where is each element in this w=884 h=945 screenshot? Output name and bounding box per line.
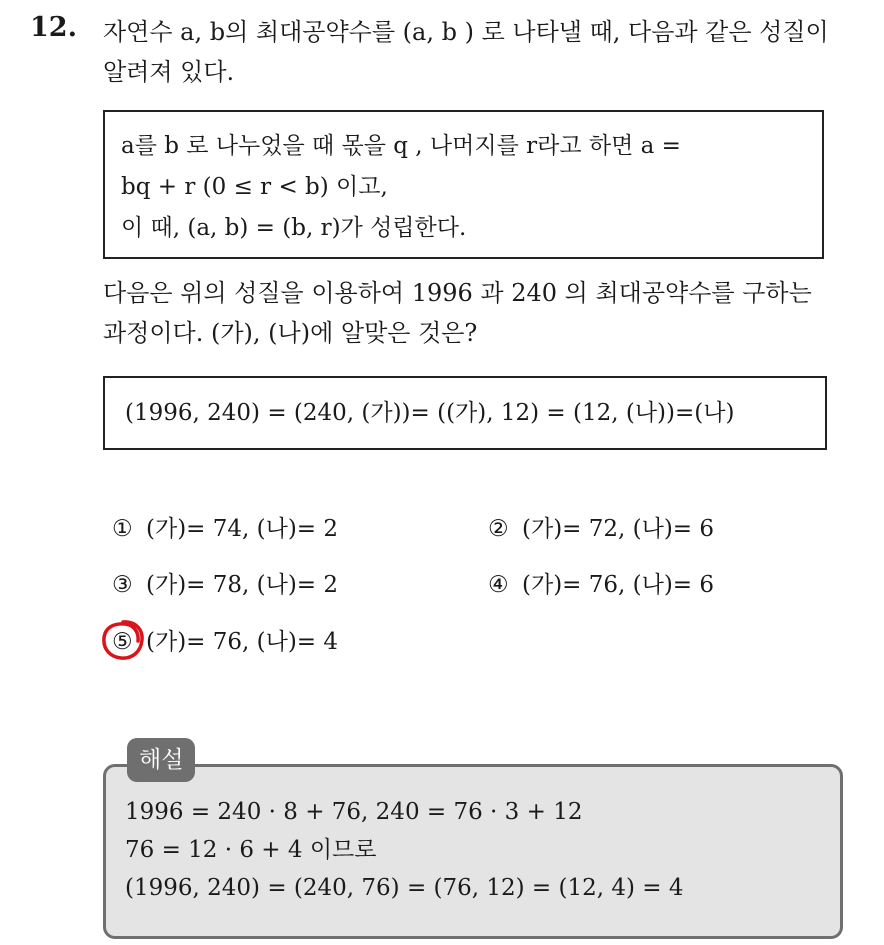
- question-text: [103, 12, 873, 92]
- question-number: 12.: [30, 12, 77, 43]
- process-intro-line-2: 과정이다. (가), (나)에 알맞은 것은?: [103, 319, 478, 347]
- process-box: (1996, 240) = (240, (가))= ((가), 12) = (12, (나))=(나): [103, 376, 827, 450]
- solution-tag: 해설: [127, 738, 195, 782]
- solution-text: [125, 793, 684, 907]
- process-intro: [103, 273, 873, 353]
- choice-1-number: ①: [112, 516, 133, 542]
- question-text-line-1: 자연수 a, b의 최대공약수를 (a, b ) 로 나타낼 때, 다음과 같은 성질이: [103, 18, 829, 46]
- choice-2-number: ②: [488, 516, 509, 542]
- choice-5-number: ⑤: [112, 629, 133, 655]
- property-line-2: bq + r (0 ≤ r < b) 이고,: [121, 174, 388, 200]
- choice-4-text: (가)= 76, (나)= 6: [522, 572, 715, 598]
- answer-circle-mark: [99, 617, 147, 663]
- property-line-3: 이 때, (a, b) = (b, r)가 성립한다.: [121, 215, 467, 241]
- choice-1[interactable]: [112, 514, 338, 544]
- property-box: [103, 110, 824, 259]
- process-intro-line-1: 다음은 위의 성질을 이용하여 1996 과 240 의 최대공약수를 구하는: [103, 279, 812, 307]
- choice-4-number: ④: [488, 572, 509, 598]
- solution-line-1: 1996 = 240 · 8 + 76, 240 = 76 · 3 + 12: [125, 799, 583, 825]
- choice-3[interactable]: [112, 570, 338, 600]
- property-line-1: a를 b 로 나누었을 때 몫을 q , 나머지를 r라고 하면 a =: [121, 133, 681, 159]
- choice-3-text: (가)= 78, (나)= 2: [146, 572, 339, 598]
- question-text-line-2: 알려져 있다.: [103, 58, 235, 86]
- choice-3-number: ③: [112, 572, 133, 598]
- solution-line-2: 76 = 12 · 6 + 4 이므로: [125, 837, 377, 863]
- choice-2-text: (가)= 72, (나)= 6: [522, 516, 715, 542]
- choice-2[interactable]: [488, 514, 714, 544]
- choice-1-text: (가)= 74, (나)= 2: [146, 516, 339, 542]
- solution-line-3: (1996, 240) = (240, 76) = (76, 12) = (12, 4) = 4: [125, 875, 684, 901]
- choice-4[interactable]: [488, 570, 714, 600]
- choice-5-text: (가)= 76, (나)= 4: [146, 629, 339, 655]
